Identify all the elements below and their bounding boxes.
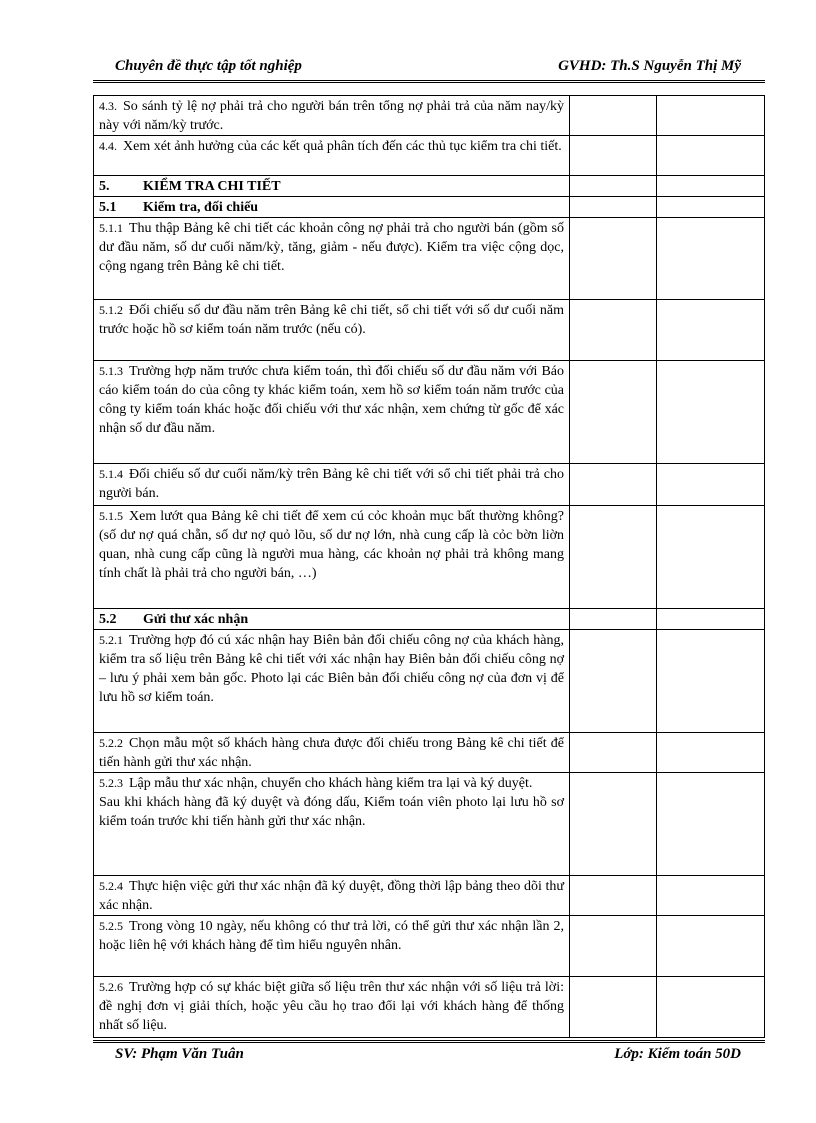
reference-cell[interactable] (570, 977, 657, 1038)
signoff-cell[interactable] (657, 300, 765, 361)
section-heading (99, 612, 248, 627)
signoff-cell[interactable] (657, 733, 765, 773)
table-row (94, 218, 765, 300)
item-number: 5.1.1 (99, 221, 123, 235)
table-row (94, 96, 765, 136)
table-row (94, 361, 765, 464)
signoff-cell[interactable] (657, 630, 765, 733)
signoff-cell[interactable] (657, 176, 765, 197)
item-text: Trong vòng 10 ngày, nếu không có thư trả lời, có thể gửi thư xác nhận lần 2, hoặc liên hệ với khách hàng để tìm hiểu nguyên nhân. (99, 919, 564, 953)
reference-cell[interactable] (570, 733, 657, 773)
item-number: 5.2.2 (99, 736, 123, 750)
reference-cell[interactable] (570, 176, 657, 197)
procedure-cell (94, 300, 570, 361)
audit-procedure-table (93, 95, 765, 1038)
document-title: Chuyên đề thực tập tốt nghiệp (115, 58, 302, 74)
item-text-extra: Sau khi khách hàng đã ký duyệt và đóng dấu, Kiểm toán viên photo lại lưu hồ sơ kiểm toán trước khi tiến hành gửi thư xác nhận. (99, 795, 564, 829)
item-text: Thu thập Bảng kê chi tiết các khoản công nợ phải trả cho người bán (gồm số dư đầu năm, số dư cuối năm/kỳ, tăng, giảm - nếu được). Kiểm tra việc cộng dọc, cộng ngang trên Bảng kê chi tiết. (99, 221, 564, 274)
section-row (94, 609, 765, 630)
item-number: 4.3. (99, 99, 117, 113)
procedure-cell (94, 506, 570, 609)
reference-cell[interactable] (570, 630, 657, 733)
signoff-cell[interactable] (657, 876, 765, 916)
procedure-cell (94, 773, 570, 876)
signoff-cell[interactable] (657, 361, 765, 464)
item-text: Trường hợp năm trước chưa kiểm toán, thì đối chiếu số dư đầu năm với Báo cáo kiểm toán do của công ty khác kiểm toán, xem hồ sơ kiểm toán năm trước của công ty kiểm toán khác hoặc đối chiếu với thư xác nhận, xem chứng từ gốc để xác nhận số dư đầu năm. (99, 364, 564, 436)
item-text: Trường hợp có sự khác biệt giữa số liệu trên thư xác nhận với số liệu trả lời: đề nghị đơn vị giải thích, hoặc yêu cầu họ trao đổi lại với khách hàng để thống nhất số liệu. (99, 980, 564, 1033)
reference-cell[interactable] (570, 96, 657, 136)
reference-cell[interactable] (570, 136, 657, 176)
table-row (94, 733, 765, 773)
signoff-cell[interactable] (657, 197, 765, 218)
item-text: Thực hiện việc gửi thư xác nhận đã ký duyệt, đồng thời lập bảng theo dõi thư xác nhận. (99, 879, 564, 913)
section-row (94, 197, 765, 218)
reference-cell[interactable] (570, 773, 657, 876)
item-number: 5.2.5 (99, 919, 123, 933)
section-number: 5.1 (99, 200, 117, 215)
footer-rule (93, 1040, 765, 1043)
procedure-cell (94, 96, 570, 136)
table-row (94, 464, 765, 506)
signoff-cell[interactable] (657, 506, 765, 609)
procedure-cell (94, 361, 570, 464)
procedure-cell (94, 197, 570, 218)
signoff-cell[interactable] (657, 773, 765, 876)
procedure-cell (94, 977, 570, 1038)
item-text: Đối chiếu số dư cuối năm/kỳ trên Bảng kê chi tiết với sổ chi tiết phải trả cho người bán. (99, 467, 564, 501)
item-text: Chọn mẫu một số khách hàng chưa được đối chiếu trong Bảng kê chi tiết để tiến hành gửi thư xác nhận. (99, 736, 564, 770)
signoff-cell[interactable] (657, 609, 765, 630)
procedure-cell (94, 876, 570, 916)
section-number: 5.2 (99, 612, 117, 627)
signoff-cell[interactable] (657, 96, 765, 136)
table-row (94, 916, 765, 977)
table-row (94, 630, 765, 733)
reference-cell[interactable] (570, 300, 657, 361)
section-number: 5. (99, 179, 110, 194)
table-row (94, 300, 765, 361)
item-number: 5.1.5 (99, 509, 123, 523)
section-heading (99, 200, 258, 215)
reference-cell[interactable] (570, 218, 657, 300)
signoff-cell[interactable] (657, 136, 765, 176)
section-title: Kiểm tra, đối chiếu (143, 200, 259, 215)
section-title: KIỂM TRA CHI TIẾT (143, 179, 281, 194)
signoff-cell[interactable] (657, 464, 765, 506)
page-header (93, 56, 765, 82)
signoff-cell[interactable] (657, 218, 765, 300)
section-title: Gửi thư xác nhận (143, 612, 249, 627)
procedure-cell (94, 916, 570, 977)
signoff-cell[interactable] (657, 916, 765, 977)
reference-cell[interactable] (570, 361, 657, 464)
reference-cell[interactable] (570, 506, 657, 609)
item-number: 4.4. (99, 139, 117, 153)
header-rule (93, 80, 765, 83)
procedure-cell (94, 609, 570, 630)
procedure-cell (94, 733, 570, 773)
item-text: So sánh tỷ lệ nợ phải trả cho người bán trên tổng nợ phải trả của năm nay/kỳ này với năm/kỳ trước. (99, 99, 564, 133)
procedure-cell (94, 218, 570, 300)
table-row (94, 506, 765, 609)
page-footer (93, 1040, 765, 1070)
reference-cell[interactable] (570, 876, 657, 916)
reference-cell[interactable] (570, 609, 657, 630)
item-number: 5.2.3 (99, 776, 123, 790)
item-number: 5.1.4 (99, 467, 123, 481)
procedure-cell (94, 176, 570, 197)
item-text: Xem lướt qua Bảng kê chi tiết để xem cú cỏc khoản mục bất thường không? (số dư nợ quá chẵn, số dư nợ quỏ lõu, số dư nợ lớn, nhà cung cấp là cỏc bờn liờn quan, nhà cung cấp cũng là người mua hàng, các khoản nợ phải trả không mang tính chất là phải trả cho người bán, …) (99, 509, 564, 581)
item-number: 5.1.2 (99, 303, 123, 317)
table-row (94, 977, 765, 1038)
reference-cell[interactable] (570, 464, 657, 506)
table-row (94, 136, 765, 176)
procedure-cell (94, 630, 570, 733)
table-row (94, 773, 765, 876)
item-number: 5.2.4 (99, 879, 123, 893)
procedure-cell (94, 136, 570, 176)
reference-cell[interactable] (570, 916, 657, 977)
student-name: SV: Phạm Văn Tuân (115, 1046, 244, 1062)
reference-cell[interactable] (570, 197, 657, 218)
section-row (94, 176, 765, 197)
item-text: Lập mẫu thư xác nhận, chuyển cho khách hàng kiểm tra lại và ký duyệt. (129, 776, 533, 791)
item-number: 5.1.3 (99, 364, 123, 378)
signoff-cell[interactable] (657, 977, 765, 1038)
supervisor-name: GVHD: Th.S Nguyễn Thị Mỹ (558, 58, 741, 74)
item-number: 5.2.1 (99, 633, 123, 647)
procedure-cell (94, 464, 570, 506)
class-name: Lớp: Kiểm toán 50D (614, 1046, 741, 1062)
item-text: Đối chiếu số dư đầu năm trên Bảng kê chi tiết, sổ chi tiết với số dư cuối năm trước hoặc hồ sơ kiểm toán năm trước (nếu có). (99, 303, 564, 337)
section-heading (99, 179, 281, 194)
item-text: Trường hợp đó cú xác nhận hay Biên bản đối chiếu công nợ của khách hàng, kiểm tra số liệu trên Bảng kê chi tiết với xác nhận hay Biên bản đối chiếu công nợ – lưu ý phải xem bản gốc. Photo lại các Biên bản đối chiếu công nợ của đơn vị để lưu hồ sơ kiểm toán. (99, 633, 564, 705)
item-text: Xem xét ảnh hưởng của các kết quả phân tích đến các thủ tục kiểm tra chi tiết. (123, 139, 562, 154)
item-number: 5.2.6 (99, 980, 123, 994)
table-row (94, 876, 765, 916)
